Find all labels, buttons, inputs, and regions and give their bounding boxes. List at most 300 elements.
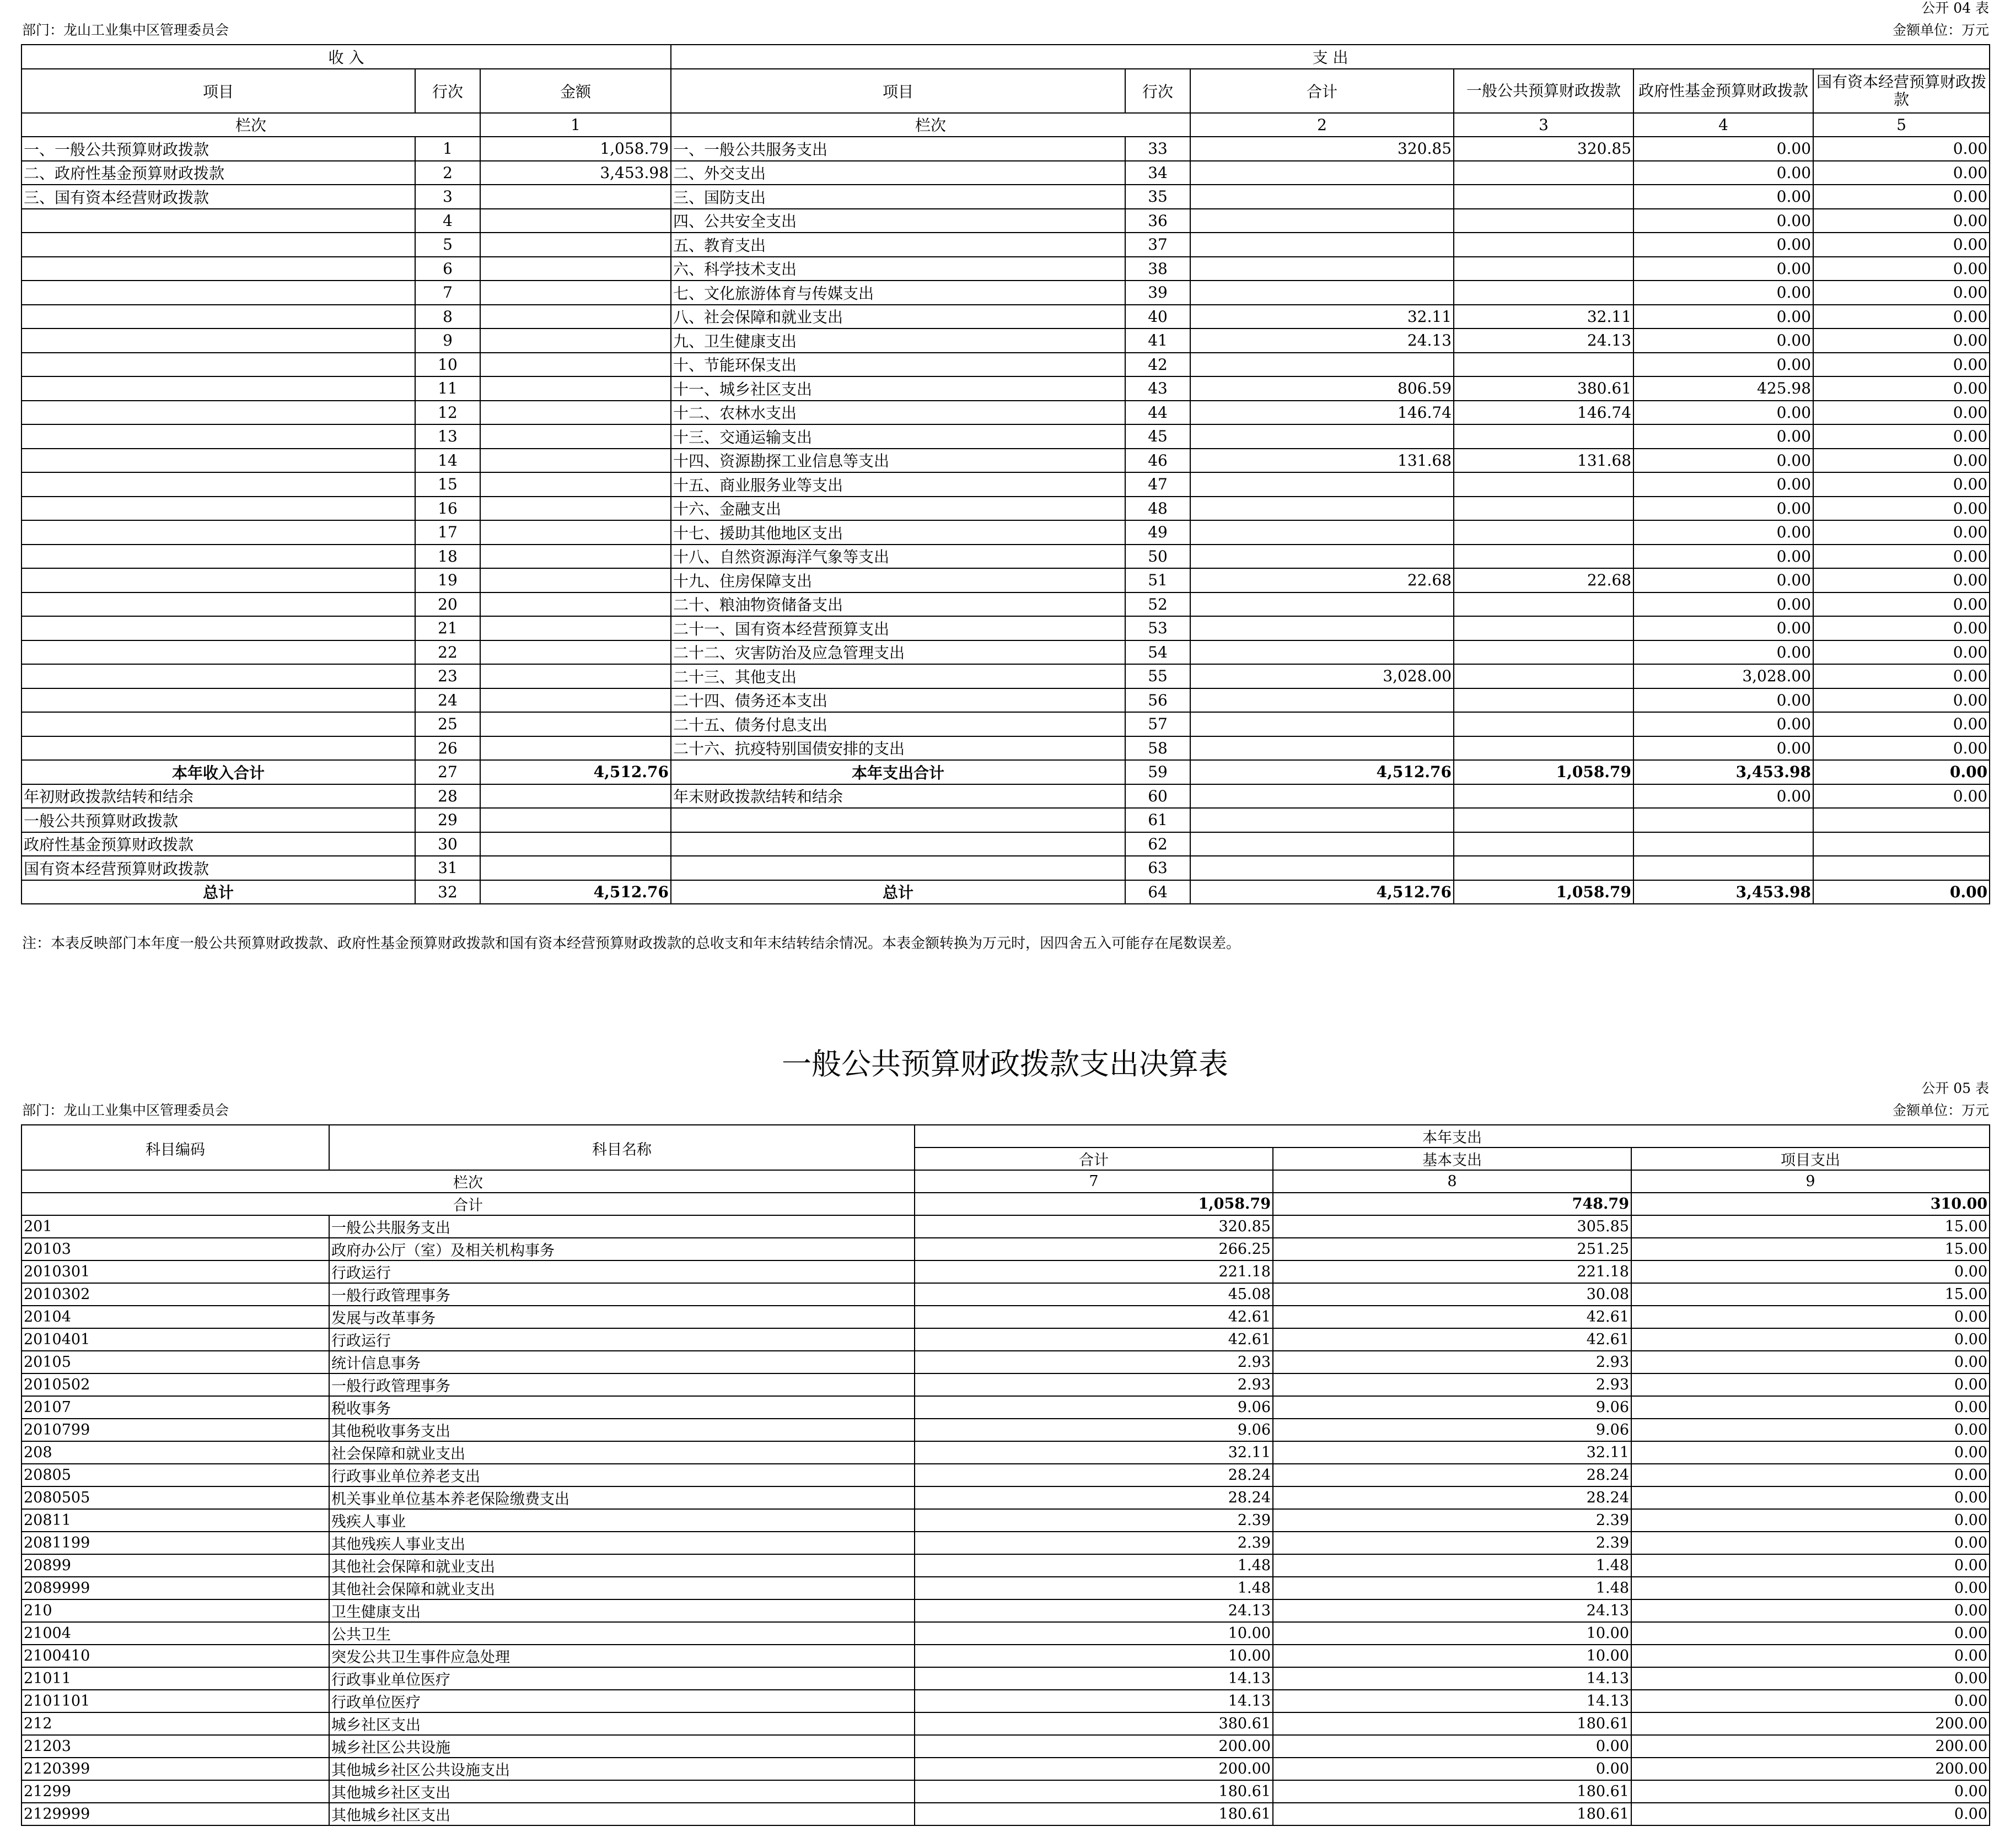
table-row <box>22 760 1990 784</box>
expense-fund: 0.00 <box>1633 305 1813 329</box>
expense-line-no: 36 <box>1125 209 1190 233</box>
expense-general <box>1454 472 1633 497</box>
expense-fund: 0.00 <box>1633 209 1813 233</box>
table-row <box>22 1215 1990 1238</box>
income-line-no: 5 <box>415 233 480 257</box>
total-amount: 1.48 <box>915 1554 1273 1577</box>
income-line-no: 7 <box>415 281 480 305</box>
income-amount <box>480 472 671 497</box>
subject-code: 20899 <box>22 1554 329 1577</box>
expense-fund: 0.00 <box>1633 784 1813 809</box>
col-num: 5 <box>1813 113 1990 137</box>
income-line-no: 16 <box>415 497 480 521</box>
table-row <box>22 497 1990 521</box>
expense-line-no: 54 <box>1125 640 1190 665</box>
table-row <box>22 1622 1990 1645</box>
col-code: 科目编码 <box>22 1125 329 1170</box>
expense-item: 十六、金融支出 <box>671 497 1125 521</box>
income-line-no: 27 <box>415 760 480 784</box>
income-line-no: 20 <box>415 592 480 617</box>
income-amount <box>480 736 671 761</box>
expense-fund: 0.00 <box>1633 401 1813 425</box>
expense-line-no: 64 <box>1125 880 1190 904</box>
income-item: 一般公共预算财政拨款 <box>22 808 415 832</box>
basic-amount: 24.13 <box>1273 1599 1631 1622</box>
income-line-no: 14 <box>415 449 480 473</box>
income-line-no: 18 <box>415 545 480 569</box>
expense-total <box>1190 592 1454 617</box>
basic-amount: 10.00 <box>1273 1622 1631 1645</box>
basic-amount: 10.00 <box>1273 1645 1631 1667</box>
subject-code: 20104 <box>22 1306 329 1328</box>
income-line-no: 30 <box>415 832 480 856</box>
expense-general: 320.85 <box>1454 137 1633 161</box>
expense-general <box>1454 784 1633 809</box>
expense-soe: 0.00 <box>1813 353 1990 377</box>
expense-total: 3,028.00 <box>1190 664 1454 688</box>
table-row <box>22 520 1990 545</box>
total-amount: 9.06 <box>915 1419 1273 1441</box>
expense-general <box>1454 161 1633 185</box>
table-row <box>22 1238 1990 1260</box>
expense-line-no: 59 <box>1125 760 1190 784</box>
expense-fund: 0.00 <box>1633 712 1813 736</box>
table-row <box>22 856 1990 880</box>
table-row <box>22 1712 1990 1735</box>
table-row <box>22 688 1990 713</box>
basic-amount: 9.06 <box>1273 1396 1631 1419</box>
income-amount <box>480 281 671 305</box>
project-amount: 0.00 <box>1631 1780 1990 1803</box>
sum-total: 1,058.79 <box>915 1193 1273 1215</box>
expense-soe: 0.00 <box>1813 137 1990 161</box>
project-amount: 0.00 <box>1631 1622 1990 1645</box>
basic-amount: 32.11 <box>1273 1441 1631 1464</box>
income-amount <box>480 784 671 809</box>
project-amount: 0.00 <box>1631 1486 1990 1509</box>
table-row <box>22 1803 1990 1825</box>
expense-item: 十二、农林水支出 <box>671 401 1125 425</box>
expense-soe: 0.00 <box>1813 880 1990 904</box>
expense-soe: 0.00 <box>1813 305 1990 329</box>
form-number-04: 公开 04 表 <box>1921 0 1989 16</box>
income-item: 三、国有资本经营财政拨款 <box>22 185 415 209</box>
table-row <box>22 616 1990 640</box>
subject-code: 20805 <box>22 1464 329 1486</box>
project-amount: 0.00 <box>1631 1306 1990 1328</box>
subject-name: 税收事务 <box>329 1396 915 1419</box>
col-num: 1 <box>480 113 671 137</box>
expense-item: 十七、援助其他地区支出 <box>671 520 1125 545</box>
lanci-label: 栏次 <box>22 1170 915 1193</box>
expense-soe: 0.00 <box>1813 568 1990 592</box>
unit-label: 金额单位：万元 <box>1892 22 1989 38</box>
table-row <box>22 1532 1990 1554</box>
income-line-no: 25 <box>415 712 480 736</box>
expense-general: 32.11 <box>1454 305 1633 329</box>
expense-item: 十、节能环保支出 <box>671 353 1125 377</box>
expense-soe: 0.00 <box>1813 376 1990 401</box>
table-row <box>22 808 1990 832</box>
basic-amount: 1.48 <box>1273 1577 1631 1599</box>
project-amount: 0.00 <box>1631 1396 1990 1419</box>
expense-general: 22.68 <box>1454 568 1633 592</box>
table-row <box>22 353 1990 377</box>
expense-general <box>1454 808 1633 832</box>
income-line-no: 1 <box>415 137 480 161</box>
expense-item: 本年支出合计 <box>671 760 1125 784</box>
subject-code: 2010502 <box>22 1373 329 1396</box>
expense-total <box>1190 353 1454 377</box>
income-item <box>22 281 415 305</box>
subject-code: 210 <box>22 1599 329 1622</box>
expense-soe <box>1813 832 1990 856</box>
expense-line-no: 46 <box>1125 449 1190 473</box>
expense-soe: 0.00 <box>1813 281 1990 305</box>
subject-code: 2010401 <box>22 1328 329 1351</box>
expense-soe: 0.00 <box>1813 688 1990 713</box>
basic-amount: 2.93 <box>1273 1351 1631 1373</box>
total-amount: 42.61 <box>915 1306 1273 1328</box>
income-item <box>22 376 415 401</box>
col-project: 项目支出 <box>1631 1147 1990 1170</box>
expense-fund <box>1633 856 1813 880</box>
income-line-no: 2 <box>415 161 480 185</box>
expense-total <box>1190 185 1454 209</box>
subject-name: 公共卫生 <box>329 1622 915 1645</box>
expense-total: 4,512.76 <box>1190 880 1454 904</box>
expense-total: 806.59 <box>1190 376 1454 401</box>
subject-name: 一般行政管理事务 <box>329 1283 915 1306</box>
income-item <box>22 424 415 449</box>
income-amount: 3,453.98 <box>480 161 671 185</box>
income-item <box>22 664 415 688</box>
basic-amount: 14.13 <box>1273 1667 1631 1690</box>
income-amount <box>480 856 671 880</box>
subject-name: 其他城乡社区公共设施支出 <box>329 1758 915 1780</box>
expense-line-no: 60 <box>1125 784 1190 809</box>
income-amount <box>480 209 671 233</box>
expense-general <box>1454 592 1633 617</box>
subject-code: 21203 <box>22 1735 329 1758</box>
basic-amount: 14.13 <box>1273 1690 1631 1712</box>
expense-total <box>1190 424 1454 449</box>
total-amount: 28.24 <box>915 1486 1273 1509</box>
project-amount: 15.00 <box>1631 1238 1990 1260</box>
income-line-no: 29 <box>415 808 480 832</box>
lanci-label: 栏次 <box>671 113 1190 137</box>
project-amount: 15.00 <box>1631 1215 1990 1238</box>
project-amount: 0.00 <box>1631 1419 1990 1441</box>
total-amount: 2.93 <box>915 1351 1273 1373</box>
total-amount: 24.13 <box>915 1599 1273 1622</box>
expense-total <box>1190 736 1454 761</box>
expense-soe: 0.00 <box>1813 640 1990 665</box>
col-soe: 国有资本经营预算财政拨款 <box>1813 69 1990 113</box>
expense-line-no: 38 <box>1125 257 1190 281</box>
expense-item: 五、教育支出 <box>671 233 1125 257</box>
income-line-no: 8 <box>415 305 480 329</box>
expense-line-no: 51 <box>1125 568 1190 592</box>
expense-item <box>671 856 1125 880</box>
unit-label: 金额单位：万元 <box>1892 1102 1989 1118</box>
subject-name: 统计信息事务 <box>329 1351 915 1373</box>
project-amount: 0.00 <box>1631 1373 1990 1396</box>
table-row <box>22 257 1990 281</box>
project-amount: 0.00 <box>1631 1803 1990 1825</box>
expense-total <box>1190 281 1454 305</box>
income-amount: 4,512.76 <box>480 880 671 904</box>
income-item <box>22 520 415 545</box>
expense-general <box>1454 832 1633 856</box>
expense-total <box>1190 209 1454 233</box>
table-row <box>22 1373 1990 1396</box>
expense-general <box>1454 856 1633 880</box>
income-line-no: 31 <box>415 856 480 880</box>
expense-fund: 0.00 <box>1633 736 1813 761</box>
expense-general <box>1454 520 1633 545</box>
expense-total <box>1190 161 1454 185</box>
total-amount: 32.11 <box>915 1441 1273 1464</box>
expense-item: 四、公共安全支出 <box>671 209 1125 233</box>
basic-amount: 0.00 <box>1273 1758 1631 1780</box>
income-amount <box>480 424 671 449</box>
income-line-no: 19 <box>415 568 480 592</box>
income-item <box>22 305 415 329</box>
col-num: 2 <box>1190 113 1454 137</box>
income-line-no: 28 <box>415 784 480 809</box>
project-amount: 0.00 <box>1631 1328 1990 1351</box>
total-amount: 221.18 <box>915 1260 1273 1283</box>
income-line-no: 10 <box>415 353 480 377</box>
income-item <box>22 568 415 592</box>
basic-amount: 1.48 <box>1273 1554 1631 1577</box>
expense-soe: 0.00 <box>1813 328 1990 353</box>
expense-fund: 0.00 <box>1633 497 1813 521</box>
expense-total <box>1190 856 1454 880</box>
table-row <box>22 424 1990 449</box>
expense-item: 九、卫生健康支出 <box>671 328 1125 353</box>
expense-line-no: 61 <box>1125 808 1190 832</box>
total-amount: 320.85 <box>915 1215 1273 1238</box>
expense-line-no: 52 <box>1125 592 1190 617</box>
subject-code: 2010302 <box>22 1283 329 1306</box>
expense-total <box>1190 784 1454 809</box>
basic-amount: 180.61 <box>1273 1780 1631 1803</box>
project-amount: 200.00 <box>1631 1735 1990 1758</box>
expense-total <box>1190 616 1454 640</box>
table2-body <box>22 1215 1990 1825</box>
expense-soe: 0.00 <box>1813 424 1990 449</box>
income-item <box>22 353 415 377</box>
expense-total: 22.68 <box>1190 568 1454 592</box>
project-amount: 0.00 <box>1631 1464 1990 1486</box>
income-item <box>22 401 415 425</box>
form-number-05: 公开 05 表 <box>1921 1080 1989 1096</box>
expense-fund: 0.00 <box>1633 568 1813 592</box>
table-row <box>22 664 1990 688</box>
total-amount: 2.39 <box>915 1509 1273 1532</box>
project-amount: 0.00 <box>1631 1577 1990 1599</box>
expense-line-no: 53 <box>1125 616 1190 640</box>
expense-general <box>1454 736 1633 761</box>
expense-item: 十四、资源勘探工业信息等支出 <box>671 449 1125 473</box>
table-row <box>22 784 1990 809</box>
expense-line-no: 37 <box>1125 233 1190 257</box>
income-item <box>22 592 415 617</box>
expense-item: 十五、商业服务业等支出 <box>671 472 1125 497</box>
income-amount <box>480 592 671 617</box>
total-amount: 42.61 <box>915 1328 1273 1351</box>
subject-code: 2010301 <box>22 1260 329 1283</box>
table-row <box>22 1283 1990 1306</box>
expense-general <box>1454 257 1633 281</box>
col-basic: 基本支出 <box>1273 1147 1631 1170</box>
project-amount: 15.00 <box>1631 1283 1990 1306</box>
expense-soe: 0.00 <box>1813 664 1990 688</box>
subject-name: 残疾人事业 <box>329 1509 915 1532</box>
income-amount <box>480 545 671 569</box>
expense-line-no: 56 <box>1125 688 1190 713</box>
basic-amount: 28.24 <box>1273 1486 1631 1509</box>
expense-line-no: 48 <box>1125 497 1190 521</box>
expense-soe: 0.00 <box>1813 161 1990 185</box>
total-amount: 28.24 <box>915 1464 1273 1486</box>
expense-line-no: 47 <box>1125 472 1190 497</box>
table-row <box>22 1599 1990 1622</box>
expense-fund: 0.00 <box>1633 449 1813 473</box>
expense-total <box>1190 712 1454 736</box>
expense-total: 24.13 <box>1190 328 1454 353</box>
expense-item: 七、文化旅游体育与传媒支出 <box>671 281 1125 305</box>
expense-soe: 0.00 <box>1813 401 1990 425</box>
expense-fund <box>1633 832 1813 856</box>
expense-soe: 0.00 <box>1813 449 1990 473</box>
table-row <box>22 880 1990 904</box>
income-item <box>22 616 415 640</box>
expense-line-no: 41 <box>1125 328 1190 353</box>
table-row <box>22 1486 1990 1509</box>
expense-general <box>1454 281 1633 305</box>
expense-item: 二十二、灾害防治及应急管理支出 <box>671 640 1125 665</box>
expense-line-no: 33 <box>1125 137 1190 161</box>
expense-fund <box>1633 808 1813 832</box>
basic-amount: 180.61 <box>1273 1803 1631 1825</box>
expense-fund: 0.00 <box>1633 472 1813 497</box>
table-row <box>22 592 1990 617</box>
table-row <box>22 1735 1990 1758</box>
income-line-no: 12 <box>415 401 480 425</box>
basic-amount: 42.61 <box>1273 1328 1631 1351</box>
expense-soe: 0.00 <box>1813 712 1990 736</box>
subject-code: 2080505 <box>22 1486 329 1509</box>
income-amount <box>480 640 671 665</box>
expense-line-no: 55 <box>1125 664 1190 688</box>
table-row <box>22 1441 1990 1464</box>
total-amount: 10.00 <box>915 1645 1273 1667</box>
expense-fund: 0.00 <box>1633 616 1813 640</box>
table-row <box>22 281 1990 305</box>
expense-total <box>1190 257 1454 281</box>
income-item: 本年收入合计 <box>22 760 415 784</box>
subject-code: 201 <box>22 1215 329 1238</box>
subject-code: 208 <box>22 1441 329 1464</box>
expense-general: 131.68 <box>1454 449 1633 473</box>
expense-fund: 0.00 <box>1633 233 1813 257</box>
table-row <box>22 568 1990 592</box>
income-amount <box>480 353 671 377</box>
income-line-no: 26 <box>415 736 480 761</box>
expense-item: 总计 <box>671 880 1125 904</box>
total-amount: 10.00 <box>915 1622 1273 1645</box>
sum-project: 310.00 <box>1631 1193 1990 1215</box>
income-line-no: 24 <box>415 688 480 713</box>
income-item <box>22 712 415 736</box>
income-amount <box>480 688 671 713</box>
expense-soe: 0.00 <box>1813 616 1990 640</box>
project-amount: 0.00 <box>1631 1441 1990 1464</box>
total-amount: 180.61 <box>915 1780 1273 1803</box>
expense-line-no: 42 <box>1125 353 1190 377</box>
income-amount <box>480 664 671 688</box>
expense-line-no: 62 <box>1125 832 1190 856</box>
subject-name: 行政单位医疗 <box>329 1690 915 1712</box>
expense-total <box>1190 808 1454 832</box>
subject-name: 社会保障和就业支出 <box>329 1441 915 1464</box>
expense-soe: 0.00 <box>1813 760 1990 784</box>
col-item: 项目 <box>22 69 415 113</box>
basic-amount: 2.39 <box>1273 1509 1631 1532</box>
sum-label: 合计 <box>22 1193 915 1215</box>
expense-fund: 0.00 <box>1633 688 1813 713</box>
subject-name: 机关事业单位基本养老保险缴费支出 <box>329 1486 915 1509</box>
expense-general: 1,058.79 <box>1454 880 1633 904</box>
expense-item <box>671 832 1125 856</box>
subject-name: 其他残疾人事业支出 <box>329 1532 915 1554</box>
expense-total <box>1190 472 1454 497</box>
expense-soe: 0.00 <box>1813 209 1990 233</box>
table-row <box>22 472 1990 497</box>
subject-name: 政府办公厅（室）及相关机构事务 <box>329 1238 915 1260</box>
income-line-no: 13 <box>415 424 480 449</box>
income-amount <box>480 832 671 856</box>
subject-name: 其他城乡社区支出 <box>329 1803 915 1825</box>
subject-code: 2089999 <box>22 1577 329 1599</box>
expense-general <box>1454 712 1633 736</box>
table-row <box>22 305 1990 329</box>
table-row <box>22 1306 1990 1328</box>
income-line-no: 17 <box>415 520 480 545</box>
table-row <box>22 161 1990 185</box>
income-amount <box>480 328 671 353</box>
project-amount: 200.00 <box>1631 1758 1990 1780</box>
total-amount: 266.25 <box>915 1238 1273 1260</box>
income-amount: 1,058.79 <box>480 137 671 161</box>
expense-item <box>671 808 1125 832</box>
income-amount <box>480 305 671 329</box>
project-amount: 0.00 <box>1631 1260 1990 1283</box>
income-item <box>22 257 415 281</box>
col-fund: 政府性基金预算财政拨款 <box>1633 69 1813 113</box>
subject-name: 城乡社区支出 <box>329 1712 915 1735</box>
income-item <box>22 449 415 473</box>
project-amount: 0.00 <box>1631 1690 1990 1712</box>
subject-code: 20107 <box>22 1396 329 1419</box>
total-amount: 45.08 <box>915 1283 1273 1306</box>
expense-general <box>1454 353 1633 377</box>
table-row <box>22 1667 1990 1690</box>
basic-amount: 180.61 <box>1273 1712 1631 1735</box>
